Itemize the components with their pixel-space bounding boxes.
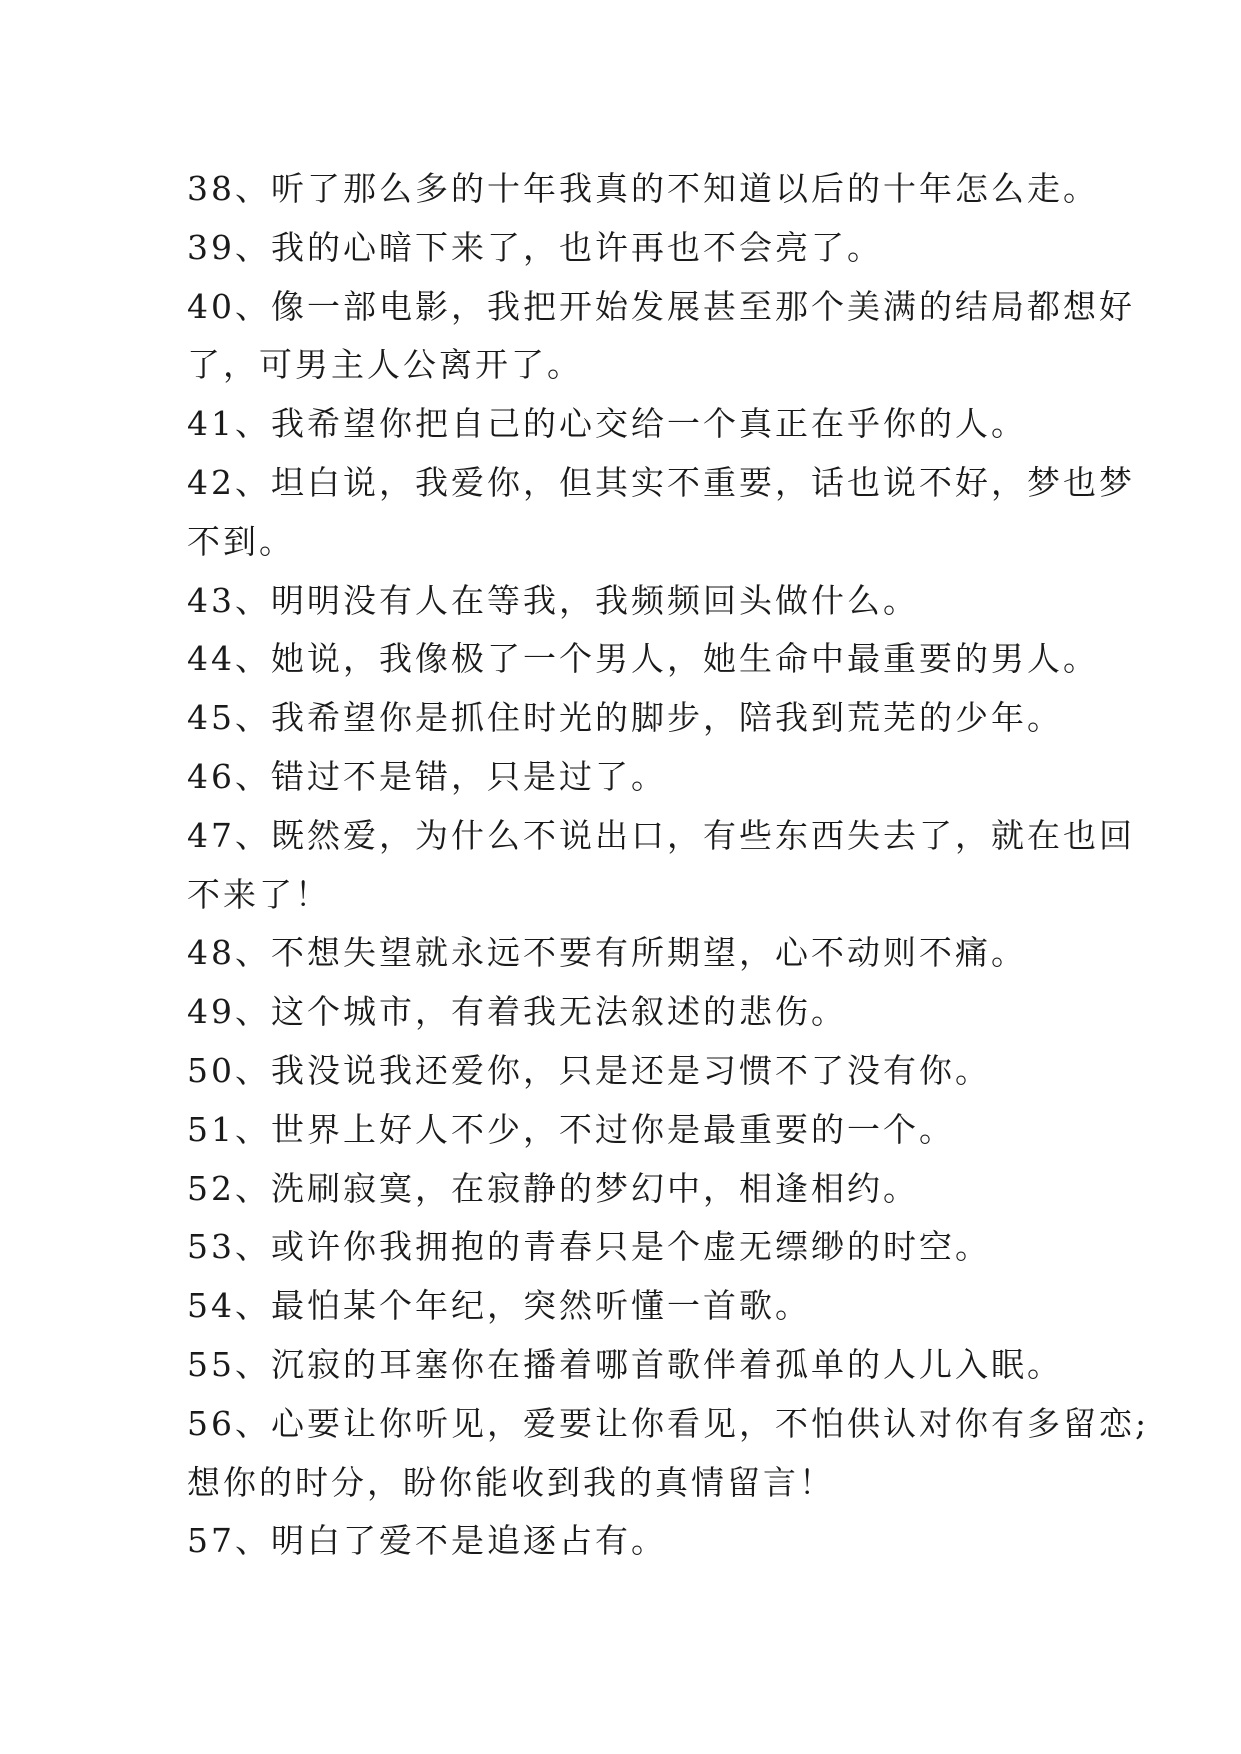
- text-line: 56、心要让你听见，爱要让你看见，不怕供认对你有多留恋;: [187, 1403, 1150, 1443]
- text-line: 44、她说，我像极了一个男人，她生命中最重要的男人。: [187, 639, 1099, 679]
- text-line: 想你的时分，盼你能收到我的真情留言！: [187, 1462, 835, 1502]
- text-line: 不到。: [187, 521, 295, 561]
- text-line: 51、世界上好人不少，不过你是最重要的一个。: [187, 1109, 955, 1149]
- text-line: 38、听了那么多的十年我真的不知道以后的十年怎么走。: [187, 169, 1099, 208]
- text-line: 52、洗刷寂寞，在寂静的梦幻中，相逢相约。: [187, 1168, 919, 1208]
- text-line: 47、既然爱，为什么不说出口，有些东西失去了，就在也回: [187, 815, 1135, 855]
- text-line: 不来了！: [187, 874, 331, 914]
- text-line: 48、不想失望就永远不要有所期望，心不动则不痛。: [187, 933, 1027, 973]
- text-line: 40、像一部电影，我把开始发展甚至那个美满的结局都想好: [187, 286, 1135, 326]
- text-line: 50、我没说我还爱你，只是还是习惯不了没有你。: [187, 1050, 991, 1090]
- text-line: 43、明明没有人在等我，我频频回头做什么。: [187, 580, 919, 620]
- text-line: 49、这个城市，有着我无法叙述的悲伤。: [187, 992, 847, 1032]
- text-line: 45、我希望你是抓住时光的脚步，陪我到荒芜的少年。: [187, 698, 1063, 738]
- text-line: 42、坦白说，我爱你，但其实不重要，话也说不好，梦也梦: [187, 462, 1135, 502]
- text-line: 54、最怕某个年纪，突然听懂一首歌。: [187, 1286, 811, 1326]
- text-line: 41、我希望你把自己的心交给一个真正在乎你的人。: [187, 404, 1027, 444]
- text-line: 39、我的心暗下来了，也许再也不会亮了。: [187, 227, 883, 267]
- text-line: 55、沉寂的耳塞你在播着哪首歌伴着孤单的人儿入眠。: [187, 1344, 1063, 1384]
- text-line: 了，可男主人公离开了。: [187, 345, 583, 385]
- text-line: 57、明白了爱不是追逐占有。: [187, 1521, 667, 1561]
- document-body: [187, 160, 1150, 1571]
- text-line: 53、或许你我拥抱的青春只是个虚无缥缈的时空。: [187, 1227, 991, 1267]
- text-line: 46、错过不是错，只是过了。: [187, 756, 667, 796]
